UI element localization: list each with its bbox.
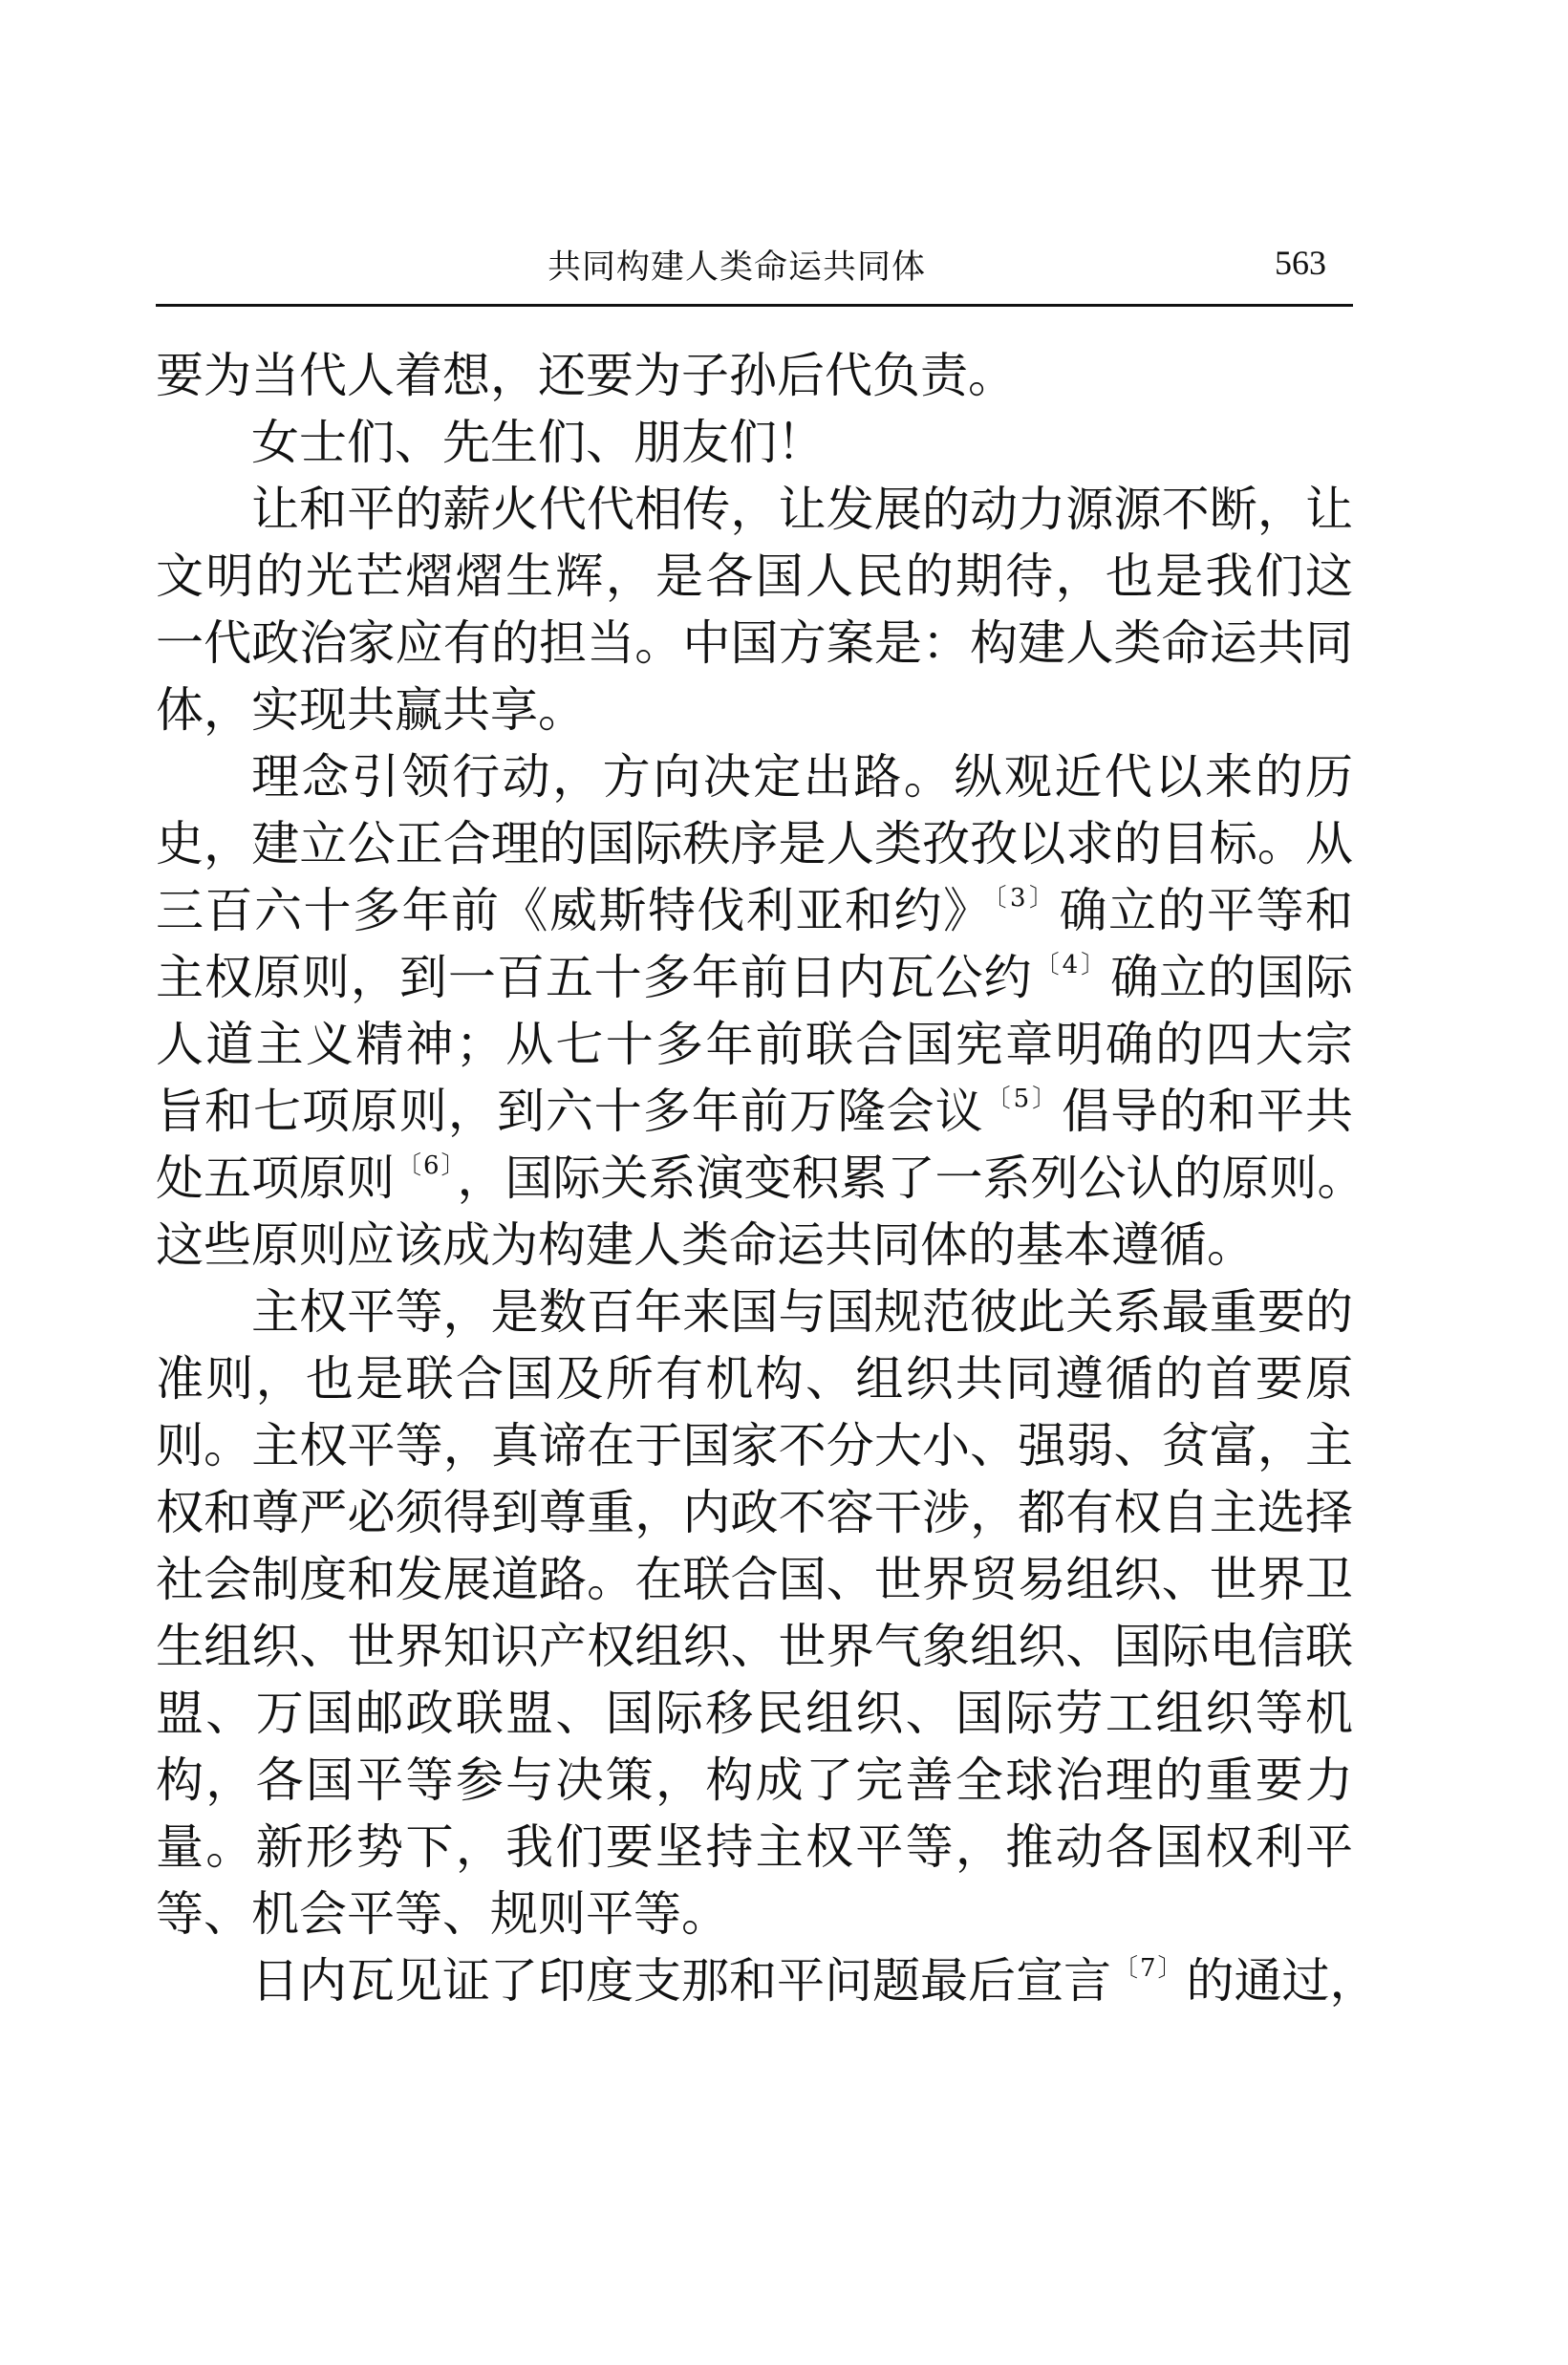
footnote-ref-4[interactable]: 〔4〕: [1034, 951, 1109, 979]
text-line: 主权平等，是数百年来国与国规范彼此关系最重要的: [251, 1284, 1353, 1340]
text-segment: 三百六十多年前《威斯特伐利亚和约》: [156, 883, 993, 938]
text-line: [156, 1078, 1353, 1145]
text-line: 女士们、先生们、朋友们！: [251, 415, 825, 470]
text-segment: 主权原则，到一百五十多年前日内瓦公约: [156, 950, 1033, 1005]
text-segment: 确立的国际: [1110, 950, 1354, 1005]
text-line: 这些原则应该成为构建人类命运共同体的基本遵循。: [156, 1217, 1255, 1273]
text-line: 盟、万国邮政联盟、国际移民组织、国际劳工组织等机: [156, 1686, 1353, 1741]
text-line: 让和平的薪火代代相传，让发展的动力源源不断，让: [251, 482, 1353, 537]
page-number: 563: [1275, 244, 1326, 282]
footnote-ref-6[interactable]: 〔6〕: [397, 1151, 456, 1180]
footnote-ref-5[interactable]: 〔5〕: [985, 1085, 1061, 1113]
text-line: 权和尊严必须得到尊重，内政不容干涉，都有权自主选择: [156, 1485, 1353, 1540]
text-line: 则。主权平等，真谛在于国家不分大小、强弱、贫富，主: [156, 1418, 1353, 1473]
text-line: 文明的光芒熠熠生辉，是各国人民的期待，也是我们这: [156, 548, 1353, 604]
text-line: 理念引领行动，方向决定出路。纵观近代以来的历: [251, 749, 1353, 805]
text-line: 要为当代人着想，还要为子孙后代负责。: [156, 348, 1016, 403]
text-line: 人道主义精神；从七十多年前联合国宪章明确的四大宗: [156, 1017, 1353, 1072]
text-line: 准则，也是联合国及所有机构、组织共同遵循的首要原: [156, 1351, 1353, 1407]
text-line: 构，各国平等参与决策，构成了完善全球治理的重要力: [156, 1752, 1353, 1808]
text-line: [156, 944, 1353, 1011]
text-line: 一代政治家应有的担当。中国方案是：构建人类命运共同: [156, 615, 1353, 671]
text-line: 体，实现共赢共享。: [156, 682, 586, 738]
text-segment: 确立的平等和: [1059, 883, 1354, 938]
body-text: [156, 342, 1378, 2014]
text-line: 量。新形势下，我们要坚持主权平等，推动各国权利平: [156, 1819, 1353, 1875]
text-line: [156, 877, 1353, 944]
text-segment: 的通过，: [1186, 1953, 1378, 2009]
text-segment: ，国际关系演变积累了一系列公认的原则。: [457, 1150, 1365, 1206]
text-line: 社会制度和发展道路。在联合国、世界贸易组织、世界卫: [156, 1552, 1353, 1607]
text-line: [156, 1947, 1378, 2014]
running-title: 共同构建人类命运共同体: [548, 248, 927, 287]
footnote-ref-7[interactable]: 〔7〕: [1113, 1954, 1185, 1983]
page-header: [156, 235, 1353, 312]
text-segment: 倡导的和平共: [1062, 1084, 1354, 1139]
text-line: [156, 1145, 1365, 1212]
text-line: 史，建立公正合理的国际秩序是人类孜孜以求的目标。从: [156, 816, 1353, 871]
footnote-ref-3[interactable]: 〔3〕: [994, 884, 1058, 913]
text-line: 等、机会平等、规则平等。: [156, 1886, 729, 1942]
text-segment: 处五项原则: [156, 1150, 395, 1206]
text-segment: 日内瓦见证了印度支那和平问题最后宣言: [251, 1953, 1111, 2009]
header-rule: [156, 304, 1353, 307]
text-line: 生组织、世界知识产权组织、世界气象组织、国际电信联: [156, 1619, 1353, 1674]
text-segment: 旨和七项原则，到六十多年前万隆会议: [156, 1084, 984, 1139]
